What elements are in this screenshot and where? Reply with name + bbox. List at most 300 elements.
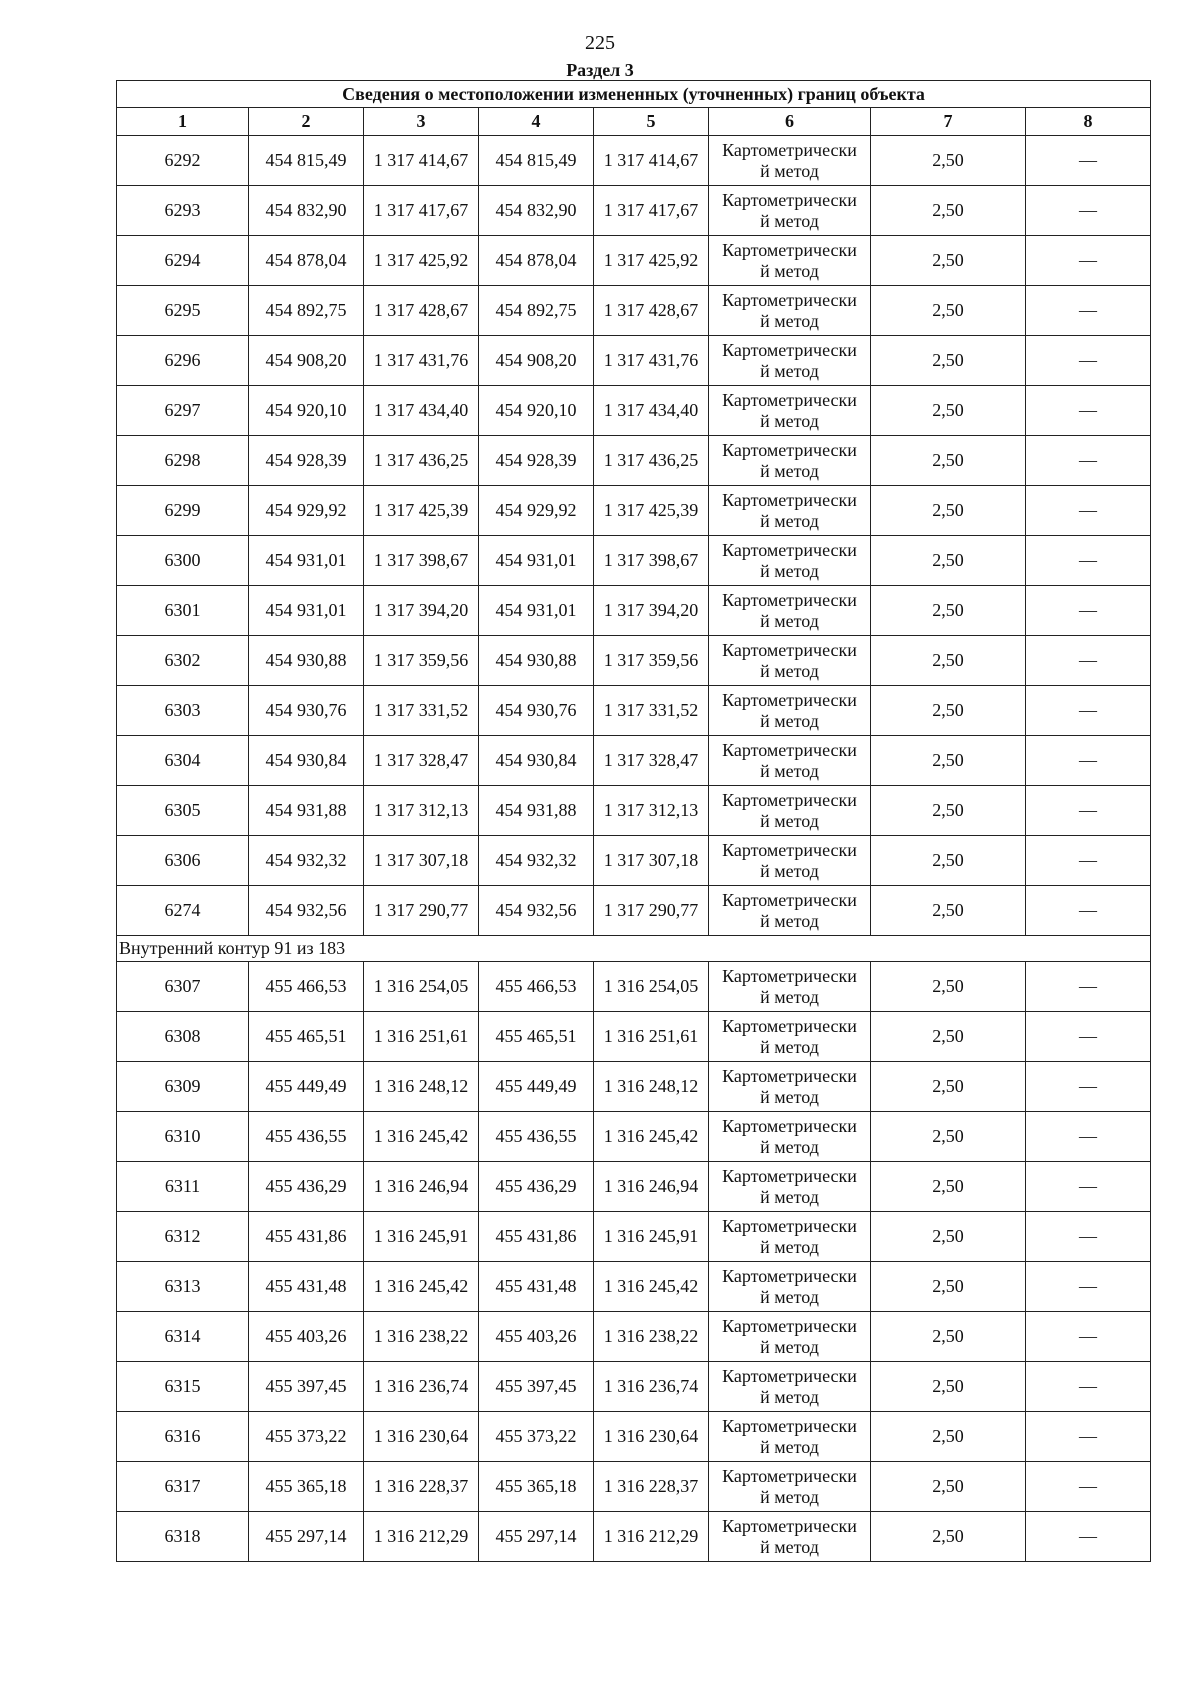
method-cell — [709, 136, 871, 186]
x-old-cell: 454 815,49 — [249, 136, 364, 186]
note-cell: — — [1026, 1162, 1151, 1212]
x-old-cell: 454 929,92 — [249, 486, 364, 536]
method-text-line: й метод — [760, 1036, 819, 1057]
point-number-cell: 6301 — [117, 586, 249, 636]
method-text-line: Картометрически — [722, 965, 857, 986]
note-cell: — — [1026, 636, 1151, 686]
x-new-cell: 454 931,88 — [479, 786, 594, 836]
x-old-cell: 454 930,88 — [249, 636, 364, 686]
y-old-cell: 1 317 431,76 — [364, 336, 479, 386]
x-new-cell: 454 920,10 — [479, 386, 594, 436]
accuracy-cell: 2,50 — [871, 1512, 1026, 1562]
x-old-cell: 454 932,32 — [249, 836, 364, 886]
table-row — [117, 1362, 1151, 1412]
method-cell — [709, 186, 871, 236]
accuracy-cell: 2,50 — [871, 886, 1026, 936]
method-cell — [709, 236, 871, 286]
x-old-cell: 454 892,75 — [249, 286, 364, 336]
accuracy-cell: 2,50 — [871, 586, 1026, 636]
note-cell: — — [1026, 1512, 1151, 1562]
note-cell: — — [1026, 1462, 1151, 1512]
note-cell: — — [1026, 962, 1151, 1012]
note-cell: — — [1026, 1262, 1151, 1312]
method-cell — [709, 386, 871, 436]
y-old-cell: 1 317 312,13 — [364, 786, 479, 836]
point-number-cell: 6293 — [117, 186, 249, 236]
section-title: Раздел 3 — [566, 60, 634, 80]
x-old-cell: 455 365,18 — [249, 1462, 364, 1512]
method-cell — [709, 1162, 871, 1212]
note-cell: — — [1026, 586, 1151, 636]
y-new-cell: 1 317 414,67 — [594, 136, 709, 186]
table-row — [117, 486, 1151, 536]
table-caption: Сведения о местоположении измененных (уточненных) границ объекта — [117, 81, 1151, 108]
accuracy-cell: 2,50 — [871, 1162, 1026, 1212]
y-new-cell: 1 316 251,61 — [594, 1012, 709, 1062]
point-number-cell: 6298 — [117, 436, 249, 486]
y-old-cell: 1 317 328,47 — [364, 736, 479, 786]
x-old-cell: 455 431,48 — [249, 1262, 364, 1312]
method-text-line: Картометрически — [722, 339, 857, 360]
y-new-cell: 1 316 254,05 — [594, 962, 709, 1012]
table-row — [117, 686, 1151, 736]
y-new-cell: 1 317 307,18 — [594, 836, 709, 886]
accuracy-cell: 2,50 — [871, 1212, 1026, 1262]
x-old-cell: 454 931,01 — [249, 536, 364, 586]
method-text-line: Картометрически — [722, 1515, 857, 1536]
x-new-cell: 454 929,92 — [479, 486, 594, 536]
method-cell — [709, 686, 871, 736]
x-old-cell: 455 297,14 — [249, 1512, 364, 1562]
table-row — [117, 636, 1151, 686]
y-old-cell: 1 317 359,56 — [364, 636, 479, 686]
table-caption-row — [117, 81, 1151, 108]
y-old-cell: 1 316 228,37 — [364, 1462, 479, 1512]
y-old-cell: 1 317 434,40 — [364, 386, 479, 436]
table-row — [117, 962, 1151, 1012]
x-old-cell: 454 931,88 — [249, 786, 364, 836]
x-old-cell: 454 832,90 — [249, 186, 364, 236]
x-old-cell: 455 403,26 — [249, 1312, 364, 1362]
y-new-cell: 1 317 425,92 — [594, 236, 709, 286]
point-number-cell: 6297 — [117, 386, 249, 436]
y-old-cell: 1 316 230,64 — [364, 1412, 479, 1462]
table-row — [117, 1062, 1151, 1112]
accuracy-cell: 2,50 — [871, 1112, 1026, 1162]
note-cell: — — [1026, 136, 1151, 186]
point-number-cell: 6299 — [117, 486, 249, 536]
accuracy-cell: 2,50 — [871, 136, 1026, 186]
method-text-line: Картометрически — [722, 289, 857, 310]
method-text-line: Картометрически — [722, 539, 857, 560]
note-cell: — — [1026, 536, 1151, 586]
method-cell — [709, 786, 871, 836]
method-text-line: й метод — [760, 510, 819, 531]
table-row — [117, 136, 1151, 186]
point-number-cell: 6274 — [117, 886, 249, 936]
point-number-cell: 6305 — [117, 786, 249, 836]
method-text-line: й метод — [760, 660, 819, 681]
accuracy-cell: 2,50 — [871, 1462, 1026, 1512]
x-old-cell: 455 449,49 — [249, 1062, 364, 1112]
method-text-line: й метод — [760, 1236, 819, 1257]
method-text-line: Картометрически — [722, 1415, 857, 1436]
x-old-cell: 454 928,39 — [249, 436, 364, 486]
page-number: 225 — [585, 32, 615, 54]
note-cell: — — [1026, 786, 1151, 836]
x-old-cell: 454 878,04 — [249, 236, 364, 286]
accuracy-cell: 2,50 — [871, 486, 1026, 536]
y-old-cell: 1 317 428,67 — [364, 286, 479, 336]
table-row — [117, 286, 1151, 336]
note-cell: — — [1026, 736, 1151, 786]
column-header-row — [117, 108, 1151, 136]
note-cell: — — [1026, 1412, 1151, 1462]
method-text-line: Картометрически — [722, 839, 857, 860]
method-text-line: Картометрически — [722, 889, 857, 910]
accuracy-cell: 2,50 — [871, 336, 1026, 386]
y-old-cell: 1 317 417,67 — [364, 186, 479, 236]
accuracy-cell: 2,50 — [871, 962, 1026, 1012]
accuracy-cell: 2,50 — [871, 686, 1026, 736]
method-text-line: Картометрически — [722, 1215, 857, 1236]
x-old-cell: 454 908,20 — [249, 336, 364, 386]
y-new-cell: 1 316 228,37 — [594, 1462, 709, 1512]
accuracy-cell: 2,50 — [871, 836, 1026, 886]
x-new-cell: 455 403,26 — [479, 1312, 594, 1362]
note-cell: — — [1026, 1362, 1151, 1412]
y-old-cell: 1 316 245,91 — [364, 1212, 479, 1262]
y-new-cell: 1 317 436,25 — [594, 436, 709, 486]
y-old-cell: 1 316 212,29 — [364, 1512, 479, 1562]
point-number-cell: 6311 — [117, 1162, 249, 1212]
y-old-cell: 1 317 425,39 — [364, 486, 479, 536]
method-text-line: й метод — [760, 160, 819, 181]
method-cell — [709, 1012, 871, 1062]
method-text-line: й метод — [760, 1286, 819, 1307]
point-number-cell: 6294 — [117, 236, 249, 286]
method-text-line: Картометрически — [722, 1165, 857, 1186]
table-row — [117, 1262, 1151, 1312]
y-new-cell: 1 317 331,52 — [594, 686, 709, 736]
contour-row — [117, 936, 1151, 962]
y-new-cell: 1 317 359,56 — [594, 636, 709, 686]
point-number-cell: 6302 — [117, 636, 249, 686]
x-new-cell: 454 832,90 — [479, 186, 594, 236]
x-new-cell: 454 908,20 — [479, 336, 594, 386]
accuracy-cell: 2,50 — [871, 236, 1026, 286]
x-new-cell: 455 397,45 — [479, 1362, 594, 1412]
method-cell — [709, 1062, 871, 1112]
accuracy-cell: 2,50 — [871, 786, 1026, 836]
method-text-line: й метод — [760, 1536, 819, 1557]
point-number-cell: 6292 — [117, 136, 249, 186]
point-number-cell: 6303 — [117, 686, 249, 736]
accuracy-cell: 2,50 — [871, 1262, 1026, 1312]
method-text-line: й метод — [760, 1136, 819, 1157]
column-header: 6 — [709, 108, 871, 136]
x-old-cell: 455 373,22 — [249, 1412, 364, 1462]
method-text-line: й метод — [760, 1436, 819, 1457]
point-number-cell: 6296 — [117, 336, 249, 386]
table-row — [117, 1012, 1151, 1062]
point-number-cell: 6312 — [117, 1212, 249, 1262]
contour-label: Внутренний контур 91 из 183 — [117, 936, 1151, 962]
method-text-line: Картометрически — [722, 1465, 857, 1486]
y-new-cell: 1 316 248,12 — [594, 1062, 709, 1112]
method-text-line: Картометрически — [722, 389, 857, 410]
method-text-line: й метод — [760, 460, 819, 481]
method-text-line: Картометрически — [722, 689, 857, 710]
table-row — [117, 436, 1151, 486]
note-cell: — — [1026, 486, 1151, 536]
y-old-cell: 1 316 251,61 — [364, 1012, 479, 1062]
table-row — [117, 1412, 1151, 1462]
x-new-cell: 455 465,51 — [479, 1012, 594, 1062]
y-old-cell: 1 316 246,94 — [364, 1162, 479, 1212]
y-new-cell: 1 317 417,67 — [594, 186, 709, 236]
method-text-line: Картометрически — [722, 589, 857, 610]
y-new-cell: 1 317 434,40 — [594, 386, 709, 436]
method-cell — [709, 1362, 871, 1412]
point-number-cell: 6315 — [117, 1362, 249, 1412]
x-old-cell: 455 397,45 — [249, 1362, 364, 1412]
y-old-cell: 1 317 307,18 — [364, 836, 479, 886]
y-new-cell: 1 316 245,42 — [594, 1262, 709, 1312]
y-old-cell: 1 317 290,77 — [364, 886, 479, 936]
column-header: 5 — [594, 108, 709, 136]
x-new-cell: 454 932,32 — [479, 836, 594, 886]
note-cell: — — [1026, 1312, 1151, 1362]
x-new-cell: 455 431,86 — [479, 1212, 594, 1262]
note-cell: — — [1026, 236, 1151, 286]
method-text-line: Картометрически — [722, 1365, 857, 1386]
method-cell — [709, 486, 871, 536]
y-old-cell: 1 316 236,74 — [364, 1362, 479, 1412]
x-old-cell: 455 466,53 — [249, 962, 364, 1012]
method-text-line: Картометрически — [722, 189, 857, 210]
method-text-line: й метод — [760, 860, 819, 881]
method-text-line: й метод — [760, 610, 819, 631]
table-row — [117, 1162, 1151, 1212]
table-row — [117, 836, 1151, 886]
x-new-cell: 454 930,76 — [479, 686, 594, 736]
method-text-line: Картометрически — [722, 439, 857, 460]
y-new-cell: 1 317 425,39 — [594, 486, 709, 536]
note-cell: — — [1026, 1212, 1151, 1262]
x-new-cell: 455 297,14 — [479, 1512, 594, 1562]
note-cell: — — [1026, 686, 1151, 736]
method-cell — [709, 1312, 871, 1362]
method-cell — [709, 1462, 871, 1512]
y-new-cell: 1 317 431,76 — [594, 336, 709, 386]
coordinates-table — [116, 80, 1151, 1562]
x-new-cell: 455 373,22 — [479, 1412, 594, 1462]
method-text-line: й метод — [760, 986, 819, 1007]
x-new-cell: 454 930,84 — [479, 736, 594, 786]
accuracy-cell: 2,50 — [871, 736, 1026, 786]
column-header: 3 — [364, 108, 479, 136]
table-row — [117, 336, 1151, 386]
point-number-cell: 6304 — [117, 736, 249, 786]
y-old-cell: 1 316 238,22 — [364, 1312, 479, 1362]
x-new-cell: 454 815,49 — [479, 136, 594, 186]
method-cell — [709, 286, 871, 336]
x-new-cell: 454 931,01 — [479, 536, 594, 586]
method-text-line: Картометрически — [722, 639, 857, 660]
point-number-cell: 6308 — [117, 1012, 249, 1062]
point-number-cell: 6307 — [117, 962, 249, 1012]
x-old-cell: 454 930,84 — [249, 736, 364, 786]
x-old-cell: 455 431,86 — [249, 1212, 364, 1262]
method-text-line: Картометрически — [722, 1015, 857, 1036]
method-text-line: й метод — [760, 260, 819, 281]
accuracy-cell: 2,50 — [871, 286, 1026, 336]
table-row — [117, 236, 1151, 286]
note-cell: — — [1026, 886, 1151, 936]
y-new-cell: 1 316 236,74 — [594, 1362, 709, 1412]
note-cell: — — [1026, 186, 1151, 236]
method-cell — [709, 436, 871, 486]
y-old-cell: 1 317 425,92 — [364, 236, 479, 286]
column-header: 1 — [117, 108, 249, 136]
method-cell — [709, 1262, 871, 1312]
point-number-cell: 6313 — [117, 1262, 249, 1312]
y-new-cell: 1 317 394,20 — [594, 586, 709, 636]
point-number-cell: 6314 — [117, 1312, 249, 1362]
method-cell — [709, 586, 871, 636]
method-cell — [709, 962, 871, 1012]
method-text-line: Картометрически — [722, 139, 857, 160]
x-new-cell: 455 431,48 — [479, 1262, 594, 1312]
x-new-cell: 455 466,53 — [479, 962, 594, 1012]
y-new-cell: 1 317 328,47 — [594, 736, 709, 786]
method-cell — [709, 886, 871, 936]
table-row — [117, 886, 1151, 936]
method-text-line: й метод — [760, 310, 819, 331]
y-new-cell: 1 317 312,13 — [594, 786, 709, 836]
method-cell — [709, 636, 871, 686]
x-new-cell: 454 931,01 — [479, 586, 594, 636]
x-old-cell: 454 930,76 — [249, 686, 364, 736]
accuracy-cell: 2,50 — [871, 1412, 1026, 1462]
y-old-cell: 1 317 331,52 — [364, 686, 479, 736]
note-cell: — — [1026, 436, 1151, 486]
method-text-line: й метод — [760, 1336, 819, 1357]
method-text-line: й метод — [760, 210, 819, 231]
column-header: 2 — [249, 108, 364, 136]
note-cell: — — [1026, 1012, 1151, 1062]
table-row — [117, 1312, 1151, 1362]
x-new-cell: 454 928,39 — [479, 436, 594, 486]
column-header: 4 — [479, 108, 594, 136]
method-text-line: й метод — [760, 410, 819, 431]
table-row — [117, 1112, 1151, 1162]
point-number-cell: 6306 — [117, 836, 249, 886]
x-new-cell: 454 930,88 — [479, 636, 594, 686]
table-body — [117, 136, 1151, 1562]
y-old-cell: 1 317 398,67 — [364, 536, 479, 586]
accuracy-cell: 2,50 — [871, 186, 1026, 236]
method-text-line: й метод — [760, 810, 819, 831]
y-new-cell: 1 316 238,22 — [594, 1312, 709, 1362]
method-text-line: Картометрически — [722, 489, 857, 510]
method-cell — [709, 1512, 871, 1562]
point-number-cell: 6318 — [117, 1512, 249, 1562]
x-new-cell: 454 932,56 — [479, 886, 594, 936]
note-cell: — — [1026, 1112, 1151, 1162]
note-cell: — — [1026, 1062, 1151, 1112]
method-cell — [709, 336, 871, 386]
point-number-cell: 6316 — [117, 1412, 249, 1462]
method-cell — [709, 736, 871, 786]
note-cell: — — [1026, 386, 1151, 436]
y-new-cell: 1 316 246,94 — [594, 1162, 709, 1212]
y-old-cell: 1 316 248,12 — [364, 1062, 479, 1112]
method-cell — [709, 836, 871, 886]
point-number-cell: 6310 — [117, 1112, 249, 1162]
method-cell — [709, 1212, 871, 1262]
table-row — [117, 586, 1151, 636]
point-number-cell: 6317 — [117, 1462, 249, 1512]
note-cell: — — [1026, 836, 1151, 886]
method-text-line: й метод — [760, 760, 819, 781]
method-text-line: Картометрически — [722, 239, 857, 260]
y-old-cell: 1 317 414,67 — [364, 136, 479, 186]
accuracy-cell: 2,50 — [871, 536, 1026, 586]
x-new-cell: 455 449,49 — [479, 1062, 594, 1112]
y-new-cell: 1 317 290,77 — [594, 886, 709, 936]
method-text-line: Картометрически — [722, 1065, 857, 1086]
method-text-line: й метод — [760, 910, 819, 931]
note-cell: — — [1026, 286, 1151, 336]
accuracy-cell: 2,50 — [871, 1312, 1026, 1362]
y-new-cell: 1 316 245,91 — [594, 1212, 709, 1262]
x-old-cell: 454 920,10 — [249, 386, 364, 436]
point-number-cell: 6295 — [117, 286, 249, 336]
method-cell — [709, 1412, 871, 1462]
y-old-cell: 1 316 245,42 — [364, 1262, 479, 1312]
method-cell — [709, 536, 871, 586]
method-text-line: й метод — [760, 1486, 819, 1507]
accuracy-cell: 2,50 — [871, 1362, 1026, 1412]
method-text-line: й метод — [760, 710, 819, 731]
method-text-line: й метод — [760, 1186, 819, 1207]
y-new-cell: 1 316 212,29 — [594, 1512, 709, 1562]
accuracy-cell: 2,50 — [871, 1012, 1026, 1062]
method-text-line: й метод — [760, 1086, 819, 1107]
accuracy-cell: 2,50 — [871, 436, 1026, 486]
x-old-cell: 454 932,56 — [249, 886, 364, 936]
x-new-cell: 454 892,75 — [479, 286, 594, 336]
accuracy-cell: 2,50 — [871, 636, 1026, 686]
y-old-cell: 1 317 436,25 — [364, 436, 479, 486]
method-text-line: Картометрически — [722, 1115, 857, 1136]
method-cell — [709, 1112, 871, 1162]
y-new-cell: 1 317 398,67 — [594, 536, 709, 586]
x-new-cell: 455 365,18 — [479, 1462, 594, 1512]
method-text-line: й метод — [760, 360, 819, 381]
point-number-cell: 6300 — [117, 536, 249, 586]
y-old-cell: 1 316 254,05 — [364, 962, 479, 1012]
x-new-cell: 455 436,29 — [479, 1162, 594, 1212]
x-old-cell: 455 436,29 — [249, 1162, 364, 1212]
method-text-line: Картометрически — [722, 1265, 857, 1286]
x-new-cell: 454 878,04 — [479, 236, 594, 286]
table-row — [117, 736, 1151, 786]
accuracy-cell: 2,50 — [871, 386, 1026, 436]
x-new-cell: 455 436,55 — [479, 1112, 594, 1162]
